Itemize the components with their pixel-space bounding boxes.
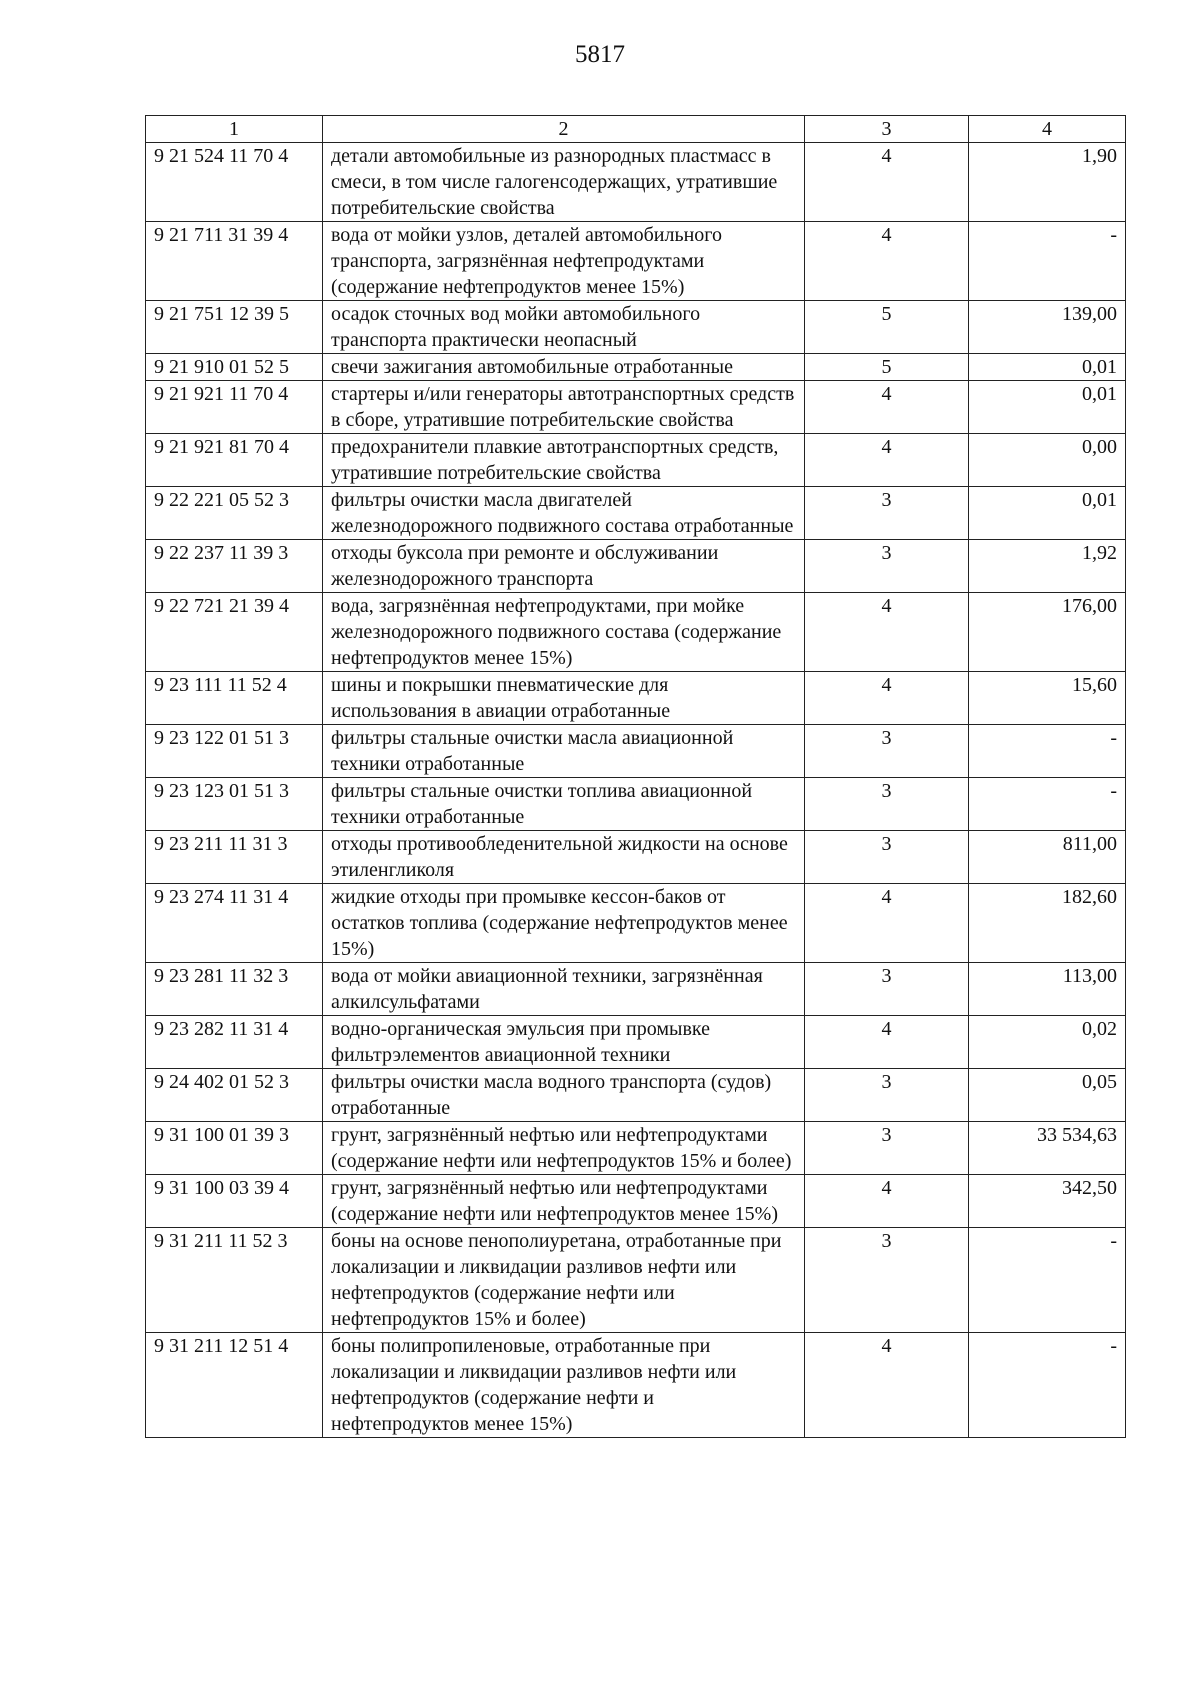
waste-name-cell: осадок сточных вод мойки автомобильного транспорта практически неопасный (323, 301, 805, 354)
hazard-class-cell: 3 (805, 831, 969, 884)
waste-name-cell: вода от мойки узлов, деталей автомобильного транспорта, загрязнённая нефтепродуктами (содержание нефтепродуктов менее 15%) (323, 222, 805, 301)
amount-cell: 1,92 (969, 540, 1126, 593)
table-row (146, 778, 1126, 831)
waste-name-cell: грунт, загрязнённый нефтью или нефтепродуктами (содержание нефти или нефтепродуктов менее 15%) (323, 1175, 805, 1228)
hazard-class-cell: 3 (805, 1069, 969, 1122)
waste-code-cell: 9 31 100 03 39 4 (146, 1175, 323, 1228)
table-row (146, 222, 1126, 301)
amount-cell: 182,60 (969, 884, 1126, 963)
hazard-class-cell: 3 (805, 540, 969, 593)
waste-code-cell: 9 23 111 11 52 4 (146, 672, 323, 725)
waste-name-cell: фильтры очистки масла двигателей железнодорожного подвижного состава отработанные (323, 487, 805, 540)
hazard-class-cell: 4 (805, 593, 969, 672)
amount-cell: 0,05 (969, 1069, 1126, 1122)
amount-cell: 0,01 (969, 354, 1126, 381)
table-row (146, 301, 1126, 354)
table-row (146, 1333, 1126, 1438)
hazard-class-cell: 3 (805, 1122, 969, 1175)
table-row (146, 725, 1126, 778)
hazard-class-cell: 4 (805, 1175, 969, 1228)
amount-cell: 176,00 (969, 593, 1126, 672)
hazard-class-cell: 4 (805, 672, 969, 725)
amount-cell: 139,00 (969, 301, 1126, 354)
header-row (146, 116, 1126, 143)
table-row (146, 354, 1126, 381)
waste-name-cell: жидкие отходы при промывке кессон-баков от остатков топлива (содержание нефтепродуктов менее 15%) (323, 884, 805, 963)
waste-name-cell: грунт, загрязнённый нефтью или нефтепродуктами (содержание нефти или нефтепродуктов 15% и более) (323, 1122, 805, 1175)
amount-cell: - (969, 778, 1126, 831)
table-header (146, 116, 1126, 143)
waste-name-cell: стартеры и/или генераторы автотранспортных средств в сборе, утратившие потребительские свойства (323, 381, 805, 434)
waste-name-cell: вода, загрязнённая нефтепродуктами, при мойке железнодорожного подвижного состава (содержание нефтепродуктов менее 15%) (323, 593, 805, 672)
waste-registry-table (145, 115, 1126, 1438)
amount-cell: 15,60 (969, 672, 1126, 725)
waste-code-cell: 9 31 100 01 39 3 (146, 1122, 323, 1175)
hazard-class-cell: 4 (805, 143, 969, 222)
table-row (146, 963, 1126, 1016)
hazard-class-cell: 3 (805, 963, 969, 1016)
waste-name-cell: предохранители плавкие автотранспортных средств, утратившие потребительские свойства (323, 434, 805, 487)
waste-code-cell: 9 22 221 05 52 3 (146, 487, 323, 540)
waste-code-cell: 9 31 211 12 51 4 (146, 1333, 323, 1438)
table-row (146, 143, 1126, 222)
table-row (146, 884, 1126, 963)
waste-code-cell: 9 21 921 11 70 4 (146, 381, 323, 434)
hazard-class-cell: 3 (805, 725, 969, 778)
amount-cell: 811,00 (969, 831, 1126, 884)
hazard-class-cell: 3 (805, 487, 969, 540)
waste-code-cell: 9 24 402 01 52 3 (146, 1069, 323, 1122)
column-header-1: 1 (146, 116, 323, 143)
table-row (146, 1016, 1126, 1069)
hazard-class-cell: 5 (805, 354, 969, 381)
table-row (146, 1069, 1126, 1122)
waste-name-cell: боны полипропиленовые, отработанные при локализации и ликвидации разливов нефти или нефтепродуктов (содержание нефти и нефтепродуктов менее 15%) (323, 1333, 805, 1438)
hazard-class-cell: 4 (805, 381, 969, 434)
waste-name-cell: отходы буксола при ремонте и обслуживании железнодорожного транспорта (323, 540, 805, 593)
column-header-4: 4 (969, 116, 1126, 143)
table-body (146, 143, 1126, 1438)
waste-name-cell: фильтры стальные очистки масла авиационной техники отработанные (323, 725, 805, 778)
waste-code-cell: 9 21 711 31 39 4 (146, 222, 323, 301)
table-row (146, 672, 1126, 725)
amount-cell: - (969, 222, 1126, 301)
table-row (146, 434, 1126, 487)
waste-code-cell: 9 23 211 11 31 3 (146, 831, 323, 884)
amount-cell: 0,00 (969, 434, 1126, 487)
waste-name-cell: вода от мойки авиационной техники, загрязнённая алкилсульфатами (323, 963, 805, 1016)
amount-cell: - (969, 1333, 1126, 1438)
table-row (146, 540, 1126, 593)
waste-code-cell: 9 23 282 11 31 4 (146, 1016, 323, 1069)
amount-cell: - (969, 1228, 1126, 1333)
amount-cell: - (969, 725, 1126, 778)
table-row (146, 1122, 1126, 1175)
waste-name-cell: свечи зажигания автомобильные отработанные (323, 354, 805, 381)
amount-cell: 113,00 (969, 963, 1126, 1016)
table-row (146, 381, 1126, 434)
amount-cell: 0,01 (969, 381, 1126, 434)
waste-code-cell: 9 21 921 81 70 4 (146, 434, 323, 487)
hazard-class-cell: 3 (805, 1228, 969, 1333)
column-header-2: 2 (323, 116, 805, 143)
waste-code-cell: 9 23 281 11 32 3 (146, 963, 323, 1016)
amount-cell: 1,90 (969, 143, 1126, 222)
table-row (146, 831, 1126, 884)
waste-code-cell: 9 23 122 01 51 3 (146, 725, 323, 778)
page-number: 5817 (575, 41, 625, 68)
waste-code-cell: 9 21 751 12 39 5 (146, 301, 323, 354)
waste-code-cell: 9 22 237 11 39 3 (146, 540, 323, 593)
table-row (146, 487, 1126, 540)
table-row (146, 1228, 1126, 1333)
waste-name-cell: детали автомобильные из разнородных пластмасс в смеси, в том числе галогенсодержащих, утратившие потребительские свойства (323, 143, 805, 222)
hazard-class-cell: 3 (805, 778, 969, 831)
table-row (146, 593, 1126, 672)
hazard-class-cell: 4 (805, 1333, 969, 1438)
waste-name-cell: водно-органическая эмульсия при промывке фильтрэлементов авиационной техники (323, 1016, 805, 1069)
hazard-class-cell: 5 (805, 301, 969, 354)
waste-name-cell: фильтры стальные очистки топлива авиационной техники отработанные (323, 778, 805, 831)
amount-cell: 0,02 (969, 1016, 1126, 1069)
waste-code-cell: 9 31 211 11 52 3 (146, 1228, 323, 1333)
waste-name-cell: боны на основе пенополиуретана, отработанные при локализации и ликвидации разливов нефти или нефтепродуктов (содержание нефти или нефтепродуктов 15% и более) (323, 1228, 805, 1333)
column-header-3: 3 (805, 116, 969, 143)
table-row (146, 1175, 1126, 1228)
amount-cell: 0,01 (969, 487, 1126, 540)
waste-name-cell: фильтры очистки масла водного транспорта (судов) отработанные (323, 1069, 805, 1122)
waste-code-cell: 9 23 274 11 31 4 (146, 884, 323, 963)
waste-name-cell: отходы противообледенительной жидкости на основе этиленгликоля (323, 831, 805, 884)
hazard-class-cell: 4 (805, 222, 969, 301)
waste-code-cell: 9 21 524 11 70 4 (146, 143, 323, 222)
amount-cell: 342,50 (969, 1175, 1126, 1228)
hazard-class-cell: 4 (805, 884, 969, 963)
hazard-class-cell: 4 (805, 434, 969, 487)
waste-code-cell: 9 23 123 01 51 3 (146, 778, 323, 831)
waste-code-cell: 9 21 910 01 52 5 (146, 354, 323, 381)
hazard-class-cell: 4 (805, 1016, 969, 1069)
waste-name-cell: шины и покрышки пневматические для использования в авиации отработанные (323, 672, 805, 725)
waste-code-cell: 9 22 721 21 39 4 (146, 593, 323, 672)
amount-cell: 33 534,63 (969, 1122, 1126, 1175)
